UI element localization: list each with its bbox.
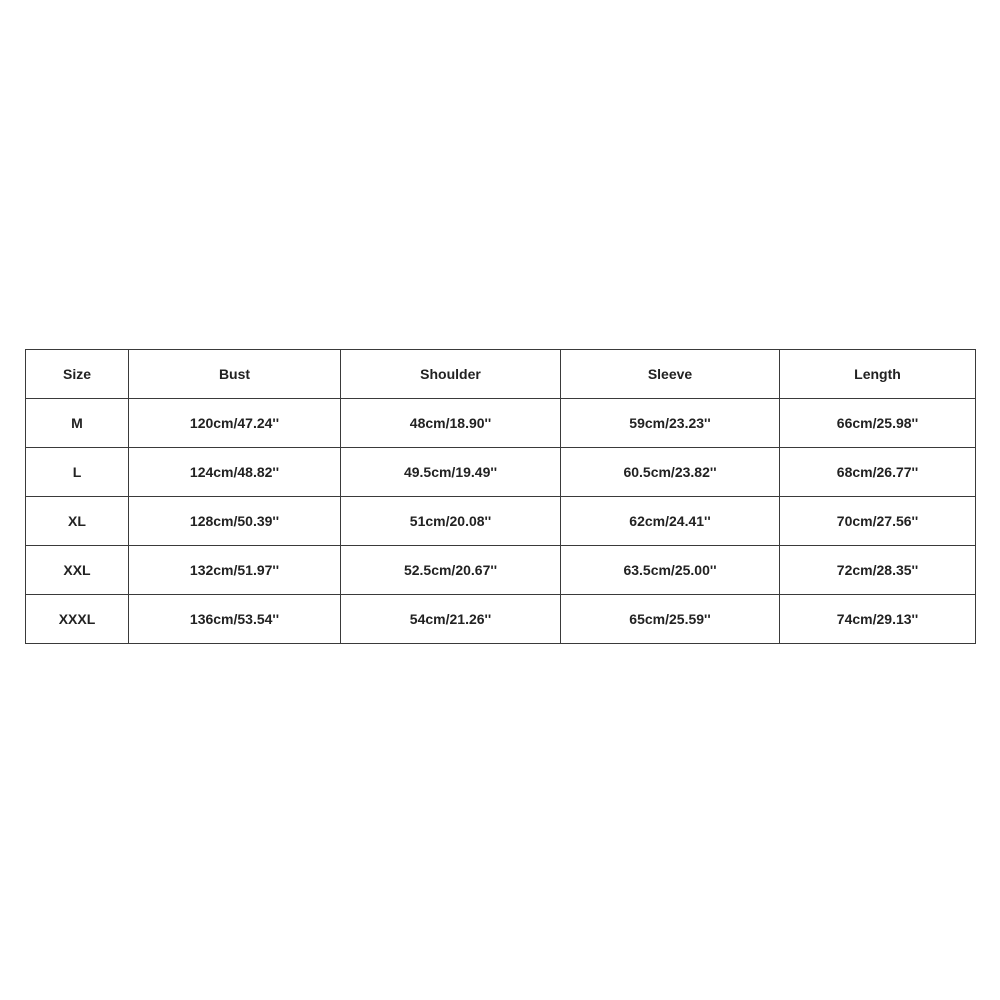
table-header-row [26,350,976,399]
cell-length: 70cm/27.56'' [780,497,976,546]
cell-shoulder: 49.5cm/19.49'' [341,448,561,497]
cell-length: 74cm/29.13'' [780,595,976,644]
cell-sleeve: 62cm/24.41'' [561,497,780,546]
size-chart-table [25,349,976,644]
cell-shoulder: 48cm/18.90'' [341,399,561,448]
cell-bust: 132cm/51.97'' [129,546,341,595]
cell-sleeve: 60.5cm/23.82'' [561,448,780,497]
cell-size: XXXL [26,595,129,644]
table-row [26,399,976,448]
cell-length: 68cm/26.77'' [780,448,976,497]
table-row [26,546,976,595]
header-size: Size [26,350,129,399]
table-row [26,595,976,644]
cell-bust: 136cm/53.54'' [129,595,341,644]
cell-size: L [26,448,129,497]
cell-length: 66cm/25.98'' [780,399,976,448]
cell-bust: 120cm/47.24'' [129,399,341,448]
cell-bust: 124cm/48.82'' [129,448,341,497]
table-row [26,497,976,546]
cell-shoulder: 54cm/21.26'' [341,595,561,644]
cell-sleeve: 65cm/25.59'' [561,595,780,644]
cell-length: 72cm/28.35'' [780,546,976,595]
header-length: Length [780,350,976,399]
cell-shoulder: 52.5cm/20.67'' [341,546,561,595]
cell-shoulder: 51cm/20.08'' [341,497,561,546]
cell-size: M [26,399,129,448]
cell-bust: 128cm/50.39'' [129,497,341,546]
cell-sleeve: 63.5cm/25.00'' [561,546,780,595]
header-bust: Bust [129,350,341,399]
cell-sleeve: 59cm/23.23'' [561,399,780,448]
cell-size: XXL [26,546,129,595]
header-sleeve: Sleeve [561,350,780,399]
cell-size: XL [26,497,129,546]
header-shoulder: Shoulder [341,350,561,399]
table-row [26,448,976,497]
